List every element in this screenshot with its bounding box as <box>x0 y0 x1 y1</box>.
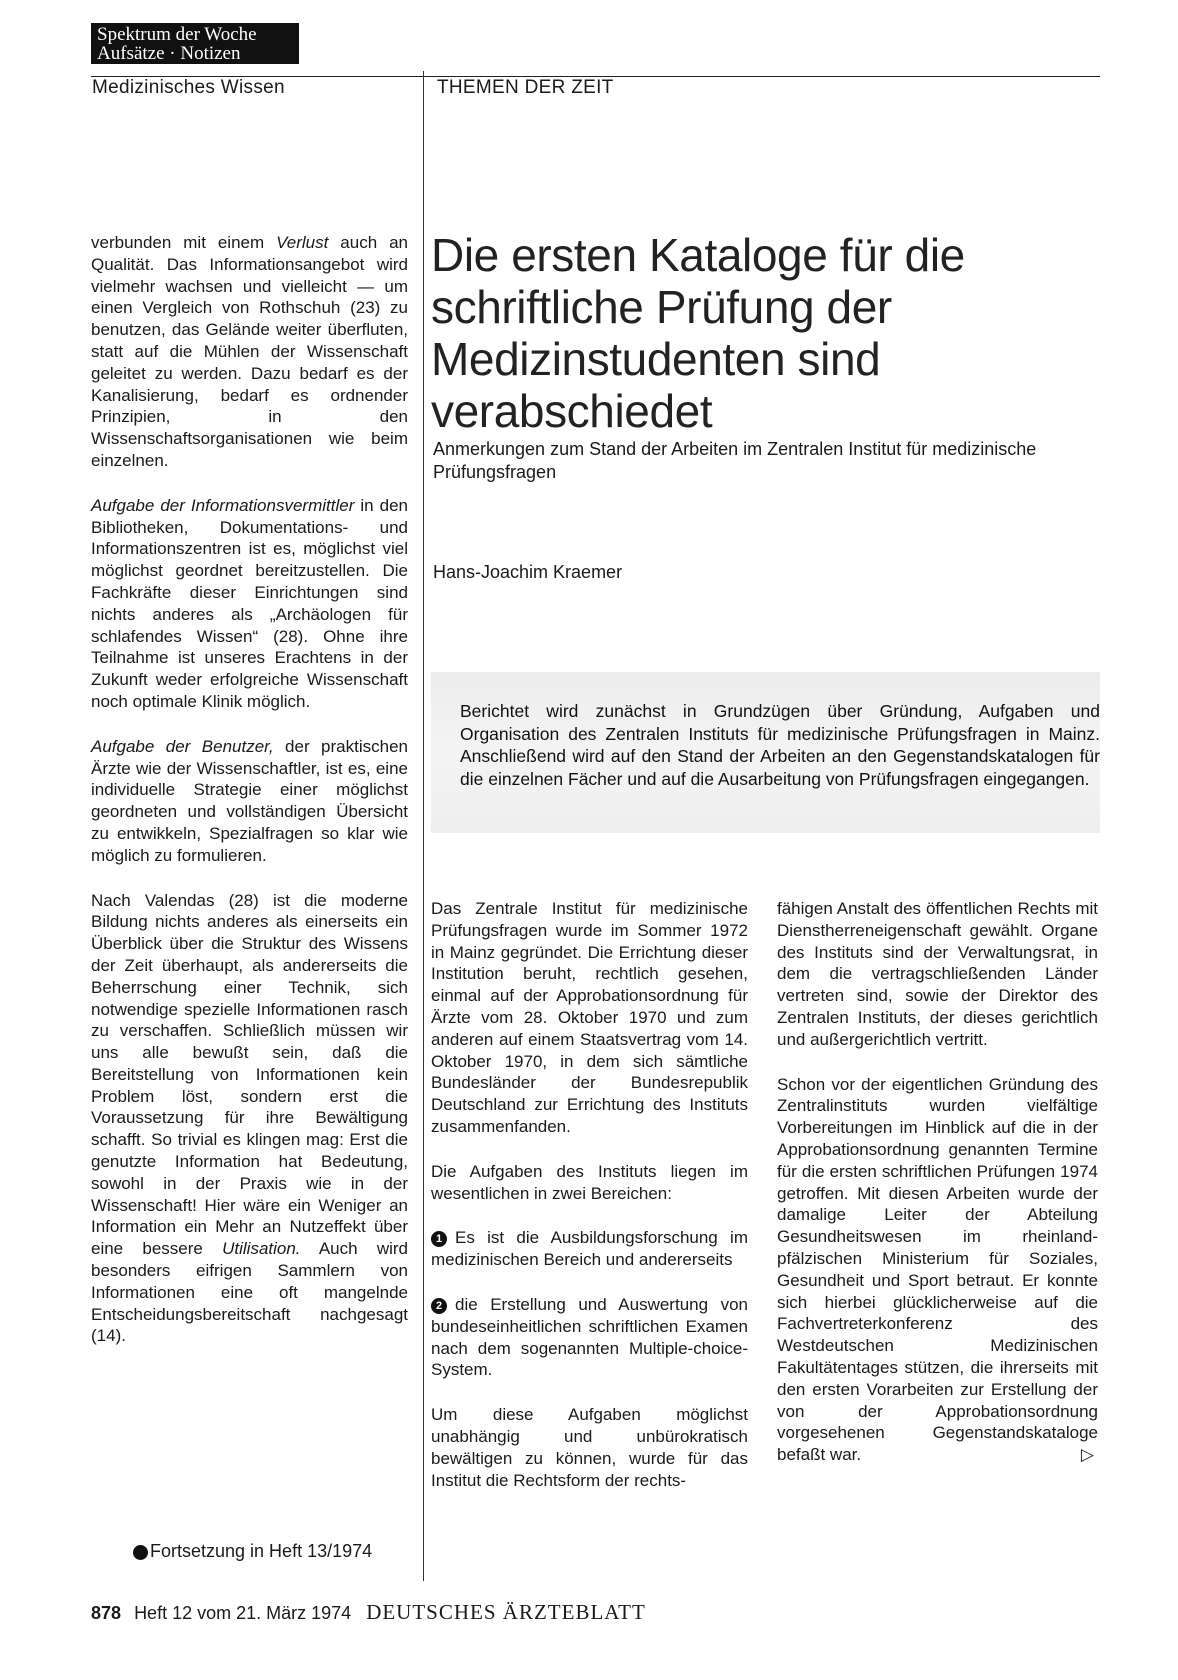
article-abstract: Berichtet wird zunächst in Grundzügen über Gründung, Aufgaben und Organisation des Zentralen Instituts für medizinische Prüfungsfragen in Mainz. Anschließend wird auf den Stand der Arbeiten an den Gegenstandskatalogen für die einzelnen Fächer und auf die Ausarbeitung von Prüfungsfragen eingegangen. <box>460 701 1100 789</box>
right-paragraph-2-text: Schon vor der eigentlichen Gründung des Zentralinstituts wurden vielfältige Vorbereitungen im Hinblick auf die in der Approbationsordnung genannten Termine für die ersten schriftlichen Prüfungen 1974 getroffen. Mit diesen Arbeiten wurde der damalige Leiter der Abteilung Gesundheitswesen im rheinland-pfälzischen Ministerium für Soziales, Gesundheit und Sport betraut. Er konnte sich hierbei glücklicherweise auf die Fachvertreterkonferenz des Westdeutschen Medizinischen Fakultätentages stützen, die ihrerseits mit den ersten Vorarbeiten zur Erstellung der von der Approbationsordnung vorgesehenen Gegenstandskataloge befaßt war. <box>777 1074 1098 1465</box>
right-paragraph-2 <box>777 1074 1098 1466</box>
right-paragraph-1: fähigen Anstalt des öffentlichen Rechts mit Dienstherreneigenschaft gewählt. Organe des Instituts sind der Verwaltungsrat, in dem die vertragschließenden Länder vertreten sind, sowie der Direktor des Zentralen Instituts, der dieses gerichtlich und außergerichtlich vertritt. <box>777 899 1098 1049</box>
badge-line-2: Aufsätze · Notizen <box>97 43 241 64</box>
journal-name: DEUTSCHES ÄRZTEBLATT <box>366 1600 646 1624</box>
continued-note: Fortsetzung in Heft 13/1974 <box>150 1541 373 1561</box>
middle-paragraph-2: Die Aufgaben des Instituts liegen im wesentlichen in zwei Bereichen: <box>431 1161 748 1203</box>
continue-arrow-icon: ▷ <box>1080 1445 1094 1465</box>
article-headline: Die ersten Kataloge für die schriftliche Prüfung der Medizinstudenten sind verabschiedet <box>431 229 965 437</box>
section-label-right: THEMEN DER ZEIT <box>437 77 614 98</box>
page-footer <box>91 1600 646 1625</box>
number-2-icon: 2 <box>431 1298 447 1314</box>
right-column <box>777 898 1098 1489</box>
article-subtitle: Anmerkungen zum Stand der Arbeiten im Zentralen Institut für medizinische Prüfungsfragen <box>433 439 1037 482</box>
issue-info: Heft 12 vom 21. März 1974 <box>134 1603 352 1623</box>
left-paragraph-3: Aufgabe der Benutzer, der praktischen Ärzte wie der Wissenschaftler, ist es, eine individuelle Strategie einer möglichst geordneten und vollständigen Übersicht zu entwikkeln, Spezialfragen so klar wie möglich zu formulieren. <box>91 736 408 865</box>
number-1-icon: 1 <box>431 1231 447 1247</box>
middle-column <box>431 898 748 1514</box>
bullet-item-2 <box>431 1294 748 1381</box>
bullet-dot-icon <box>133 1545 148 1560</box>
section-label-left: Medizinisches Wissen <box>92 77 285 98</box>
bullet-item-1 <box>431 1227 748 1271</box>
badge-line-1: Spektrum der Woche <box>97 24 257 45</box>
bullet-text-1: Es ist die Ausbildungsforschung im medizinischen Bereich und andererseits <box>431 1228 748 1270</box>
article-author: Hans-Joachim Kraemer <box>433 562 623 582</box>
middle-paragraph-3: Um diese Aufgaben möglichst unabhängig und unbürokratisch bewältigen zu können, wurde für das Institut die Rechtsform der rechts- <box>431 1405 748 1490</box>
left-paragraph-2: Aufgabe der Informationsvermittler in den Bibliotheken, Dokumentations- und Informationszentren ist es, möglichst viel möglichst geordnet bereitzustellen. Die Fachkräfte dieser Einrichtungen sind nichts anderes als „Archäologen für schlafendes Wissen“ (28). Ohne ihre Teilnahme ist unseres Erachtens in der Zukunft weder erfolgreiche Wissenschaft noch optimale Klinik möglich. <box>91 495 408 711</box>
page-number: 878 <box>91 1603 122 1623</box>
left-paragraph-1: verbunden mit einem Verlust auch an Qualität. Das Informationsangebot wird vielmehr wachsen und vielleicht — um einen Vergleich von Rothschuh (23) zu benutzen, das Gelände weiter überfluten, statt auf die Mühlen der Wissenschaft geleitet zu werden. Dazu bedarf es der Kanalisierung, bedarf es ordnender Prinzipien, in den Wissenschaftsorganisationen wie beim einzelnen. <box>91 233 408 470</box>
bullet-text-2: die Erstellung und Auswertung von bundeseinheitlichen schriftlichen Examen nach dem sogenannten Multiple-choice-System. <box>431 1294 748 1380</box>
middle-paragraph-1: Das Zentrale Institut für medizinische Prüfungsfragen wurde im Sommer 1972 in Mainz gegründet. Die Errichtung dieser Institution beruht, rechtlich gesehen, einmal auf der Approbationsordnung für Ärzte vom 28. Oktober 1970 und zum anderen auf einem Staatsvertrag vom 14. Oktober 1970, in dem sich sämtliche Bundesländer der Bundesrepublik Deutschland zur Errichtung des Instituts zusammenfanden. <box>431 899 748 1136</box>
left-column <box>91 232 408 1370</box>
column-divider <box>423 71 424 1581</box>
left-paragraph-4: Nach Valendas (28) ist die moderne Bildung nichts anderes als einerseits ein Überblick über die Struktur des Wissens der Zeit überhaupt, als andererseits die Beherrschung einer Technik, sich notwendige spezielle Informationen rasch zu verschaffen. Schließlich müssen wir uns alle bewußt sein, daß die Bereitstellung von Informationen kein Problem löst, sondern erst die Voraussetzung für ihre Bewältigung schafft. So trivial es klingen mag: Erst die genutzte Information hat Bedeutung, sowohl in der Praxis wie in der Wissenschaft! Hier wäre ein Weniger an Information ein Mehr an Nutzeffekt über eine bessere Utilisation. Auch wird besonders eifrigen Sammlern von Informationen eine oft mangelnde Entscheidungsbereitschaft nachgesagt (14). <box>91 890 408 1346</box>
section-badge <box>91 23 299 64</box>
